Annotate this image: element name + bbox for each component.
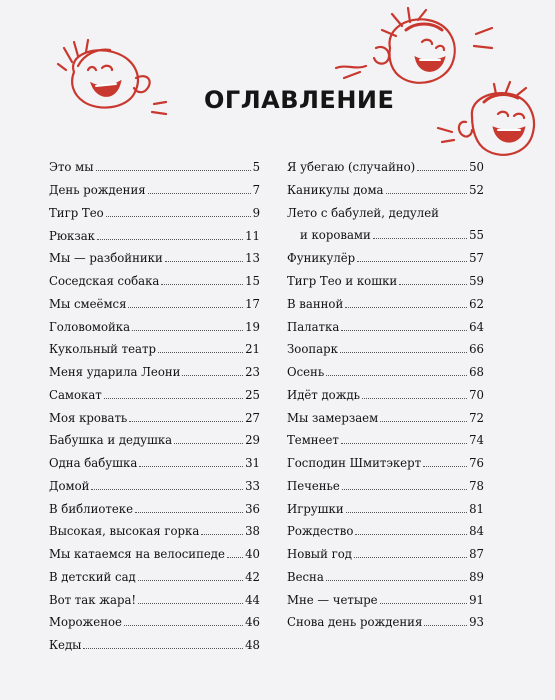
dot-leader bbox=[138, 580, 243, 581]
toc-entry[interactable] bbox=[49, 433, 260, 447]
toc-entry[interactable] bbox=[49, 615, 260, 629]
toc-entry-page: 25 bbox=[245, 388, 260, 402]
dot-leader bbox=[83, 648, 243, 649]
toc-entry-page: 27 bbox=[245, 411, 260, 425]
dot-leader bbox=[91, 489, 243, 490]
dot-leader bbox=[128, 307, 243, 308]
toc-entry[interactable] bbox=[49, 547, 260, 561]
toc-entry[interactable] bbox=[287, 274, 484, 288]
toc-entry-page: 5 bbox=[252, 160, 260, 174]
toc-entry-page: 74 bbox=[469, 433, 484, 447]
toc-entry[interactable] bbox=[49, 251, 260, 265]
toc-entry-page: 46 bbox=[245, 615, 260, 629]
toc-entry-page: 64 bbox=[469, 320, 484, 334]
toc-entry-title: Каникулы дома bbox=[287, 183, 384, 197]
dot-leader bbox=[341, 330, 467, 331]
toc-entry[interactable] bbox=[287, 479, 484, 493]
dot-leader bbox=[124, 625, 243, 626]
toc-entry[interactable] bbox=[49, 229, 260, 243]
toc-entry[interactable] bbox=[49, 320, 260, 334]
dot-leader bbox=[355, 534, 467, 535]
toc-entry-title: Моя кровать bbox=[49, 411, 128, 425]
toc-entry[interactable] bbox=[287, 615, 484, 629]
dot-leader bbox=[161, 284, 243, 285]
toc-entry-title: Я убегаю (случайно) bbox=[287, 160, 416, 174]
dot-leader bbox=[104, 398, 243, 399]
toc-entry[interactable] bbox=[287, 183, 484, 197]
toc-entry-page: 17 bbox=[245, 297, 260, 311]
dot-leader bbox=[326, 375, 467, 376]
toc-entry[interactable] bbox=[49, 479, 260, 493]
dot-leader bbox=[165, 261, 243, 262]
toc-entry-title: Высокая, высокая горка bbox=[49, 524, 200, 538]
toc-entry[interactable] bbox=[287, 388, 484, 402]
toc-entry-title: Меня ударила Леони bbox=[49, 365, 181, 379]
toc-entry-page: 7 bbox=[252, 183, 260, 197]
dot-leader bbox=[342, 489, 467, 490]
toc-entry-page: 40 bbox=[245, 547, 260, 561]
dot-leader bbox=[158, 352, 243, 353]
dot-leader bbox=[138, 603, 243, 604]
toc-entry-page: 93 bbox=[469, 615, 484, 629]
toc-entry-title: Мороженое bbox=[49, 615, 122, 629]
dot-leader bbox=[340, 352, 467, 353]
toc-entry-page: 70 bbox=[469, 388, 484, 402]
toc-entry-page: 48 bbox=[245, 638, 260, 652]
toc-entry-title: Кукольный театр bbox=[49, 342, 156, 356]
toc-entry-page: 19 bbox=[245, 320, 260, 334]
toc-entry[interactable] bbox=[49, 456, 260, 470]
toc-entry-title: Соседская собака bbox=[49, 274, 160, 288]
toc-entry-title: Рюкзак bbox=[49, 229, 95, 243]
dot-leader bbox=[399, 284, 467, 285]
toc-entry[interactable] bbox=[287, 547, 484, 561]
toc-entry[interactable] bbox=[287, 570, 484, 584]
toc-entry-page: 42 bbox=[245, 570, 260, 584]
toc-entry-page: 15 bbox=[245, 274, 260, 288]
toc-entry-page: 72 bbox=[469, 411, 484, 425]
toc-entry[interactable] bbox=[287, 320, 484, 334]
toc-entry-title: Рождество bbox=[287, 524, 354, 538]
toc-entry[interactable] bbox=[287, 433, 484, 447]
toc-entry-title: Печенье bbox=[287, 479, 340, 493]
toc-entry-page: 21 bbox=[245, 342, 260, 356]
toc-entry-title: Мы катаемся на велосипеде bbox=[49, 547, 225, 561]
toc-entry[interactable] bbox=[49, 274, 260, 288]
dot-leader bbox=[380, 603, 468, 604]
toc-entry[interactable] bbox=[49, 183, 260, 197]
toc-entry-title: Снова день рождения bbox=[287, 615, 423, 629]
toc-entry-title: Идёт дождь bbox=[287, 388, 361, 402]
toc-entry-page: 76 bbox=[469, 456, 484, 470]
toc-entry[interactable] bbox=[49, 206, 260, 220]
toc-entry-page: 38 bbox=[245, 524, 260, 538]
toc-entry-title-continued: и коровами bbox=[300, 228, 371, 242]
dot-leader bbox=[424, 625, 467, 626]
toc-entry-page: 89 bbox=[469, 570, 484, 584]
toc-entry-page: 50 bbox=[469, 160, 484, 174]
dot-leader bbox=[132, 330, 243, 331]
toc-entry-title: Новый год bbox=[287, 547, 352, 561]
toc-entry-page: 29 bbox=[245, 433, 260, 447]
toc-entry-page: 78 bbox=[469, 479, 484, 493]
toc-entry-page: 44 bbox=[245, 593, 260, 607]
toc-entry[interactable] bbox=[287, 456, 484, 470]
dot-leader bbox=[148, 193, 251, 194]
toc-entry-page: 62 bbox=[469, 297, 484, 311]
dot-leader bbox=[345, 307, 467, 308]
toc-entry[interactable] bbox=[287, 342, 484, 356]
toc-entry[interactable] bbox=[49, 638, 260, 652]
toc-entry[interactable] bbox=[49, 411, 260, 425]
toc-entry-page: 57 bbox=[469, 251, 484, 265]
toc-entry-page: 66 bbox=[469, 342, 484, 356]
dot-leader bbox=[139, 466, 243, 467]
toc-entry-page: 11 bbox=[245, 229, 260, 243]
toc-entry-title: Фуникулёр bbox=[287, 251, 356, 265]
toc-entry[interactable] bbox=[49, 365, 260, 379]
toc-entry-title: В ванной bbox=[287, 297, 344, 311]
toc-entry-page: 13 bbox=[245, 251, 260, 265]
toc-entry[interactable] bbox=[49, 388, 260, 402]
toc-entry[interactable] bbox=[49, 502, 260, 516]
toc-entry-title: Кеды bbox=[49, 638, 82, 652]
dot-leader bbox=[354, 557, 467, 558]
toc-entry-title: Головомойка bbox=[49, 320, 131, 334]
dot-leader bbox=[373, 238, 467, 239]
toc-entry-page: 9 bbox=[252, 206, 260, 220]
dot-leader bbox=[174, 443, 243, 444]
toc-entry[interactable] bbox=[49, 297, 260, 311]
toc-entry-page: 23 bbox=[245, 365, 260, 379]
toc-entry-title: В детский сад bbox=[49, 570, 136, 584]
toc-entry-title: Господин Шмитэкерт bbox=[287, 456, 422, 470]
toc-entry-page: 59 bbox=[469, 274, 484, 288]
dot-leader bbox=[423, 466, 467, 467]
toc-entry-title: Самокат bbox=[49, 388, 102, 402]
dot-leader bbox=[326, 580, 467, 581]
dot-leader bbox=[227, 557, 243, 558]
toc-entry[interactable] bbox=[49, 160, 260, 174]
dot-leader bbox=[182, 375, 243, 376]
dot-leader bbox=[362, 398, 467, 399]
dot-leader bbox=[417, 170, 467, 171]
page-title: ОГЛАВЛЕНИЕ bbox=[204, 86, 395, 114]
toc-entry-title: Мне — четыре bbox=[287, 593, 378, 607]
toc-entry-page: 36 bbox=[245, 502, 260, 516]
toc-entry[interactable] bbox=[287, 411, 484, 425]
toc-entry-title: Одна бабушка bbox=[49, 456, 138, 470]
toc-entry-title: Весна bbox=[287, 570, 324, 584]
toc-entry-title: Домой bbox=[49, 479, 90, 493]
dot-leader bbox=[106, 216, 251, 217]
dot-leader bbox=[201, 534, 243, 535]
toc-entry-page: 91 bbox=[469, 593, 484, 607]
toc-entry-title: Палатка bbox=[287, 320, 340, 334]
dot-leader bbox=[96, 170, 251, 171]
toc-entry-title: Мы смеёмся bbox=[49, 297, 127, 311]
toc-entry-page: 55 bbox=[469, 228, 484, 242]
dot-leader bbox=[357, 261, 467, 262]
toc-entry-title: Тигр Тео bbox=[49, 206, 104, 220]
toc-entry-title: Осень bbox=[287, 365, 325, 379]
toc-entry[interactable] bbox=[49, 570, 260, 584]
toc-entry-page: 52 bbox=[469, 183, 484, 197]
dot-leader bbox=[380, 421, 467, 422]
toc-entry-title: Мы — разбойники bbox=[49, 251, 163, 265]
toc-entry[interactable] bbox=[287, 251, 484, 265]
toc-entry-title: Игрушки bbox=[287, 502, 344, 516]
dot-leader bbox=[386, 193, 468, 194]
toc-entry[interactable] bbox=[49, 342, 260, 356]
toc-entry-page: 81 bbox=[469, 502, 484, 516]
toc-entry[interactable] bbox=[287, 297, 484, 311]
toc-entry-page: 84 bbox=[469, 524, 484, 538]
toc-entry-multiline[interactable] bbox=[287, 206, 484, 242]
toc-entry[interactable] bbox=[287, 160, 484, 174]
toc-entry-title: Это мы bbox=[49, 160, 94, 174]
toc-entry-title: Лето с бабулей, дедулей bbox=[287, 206, 439, 220]
laughing-face-left-icon bbox=[58, 38, 168, 133]
toc-entry-page: 33 bbox=[245, 479, 260, 493]
toc-entry[interactable] bbox=[287, 502, 484, 516]
toc-entry-title: Тигр Тео и кошки bbox=[287, 274, 398, 288]
dot-leader bbox=[346, 512, 467, 513]
toc-entry-title: В библиотеке bbox=[49, 502, 134, 516]
toc-entry[interactable] bbox=[287, 524, 484, 538]
toc-entry-title: Мы замерзаем bbox=[287, 411, 379, 425]
dot-leader bbox=[341, 443, 467, 444]
toc-entry[interactable] bbox=[287, 365, 484, 379]
toc-entry[interactable] bbox=[49, 524, 260, 538]
toc-entry-title: Вот так жара! bbox=[49, 593, 137, 607]
dot-leader bbox=[135, 512, 243, 513]
toc-entry[interactable] bbox=[287, 593, 484, 607]
toc-entry[interactable] bbox=[49, 593, 260, 607]
dot-leader bbox=[129, 421, 243, 422]
toc-entry-title: Темнеет bbox=[287, 433, 339, 447]
toc-entry-title: Зоопарк bbox=[287, 342, 338, 356]
toc-entry-title: Бабушка и дедушка bbox=[49, 433, 173, 447]
toc-entry-title: День рождения bbox=[49, 183, 146, 197]
dot-leader bbox=[97, 239, 243, 240]
toc-entry-page: 68 bbox=[469, 365, 484, 379]
toc-entry-page: 87 bbox=[469, 547, 484, 561]
toc-entry-page: 31 bbox=[245, 456, 260, 470]
